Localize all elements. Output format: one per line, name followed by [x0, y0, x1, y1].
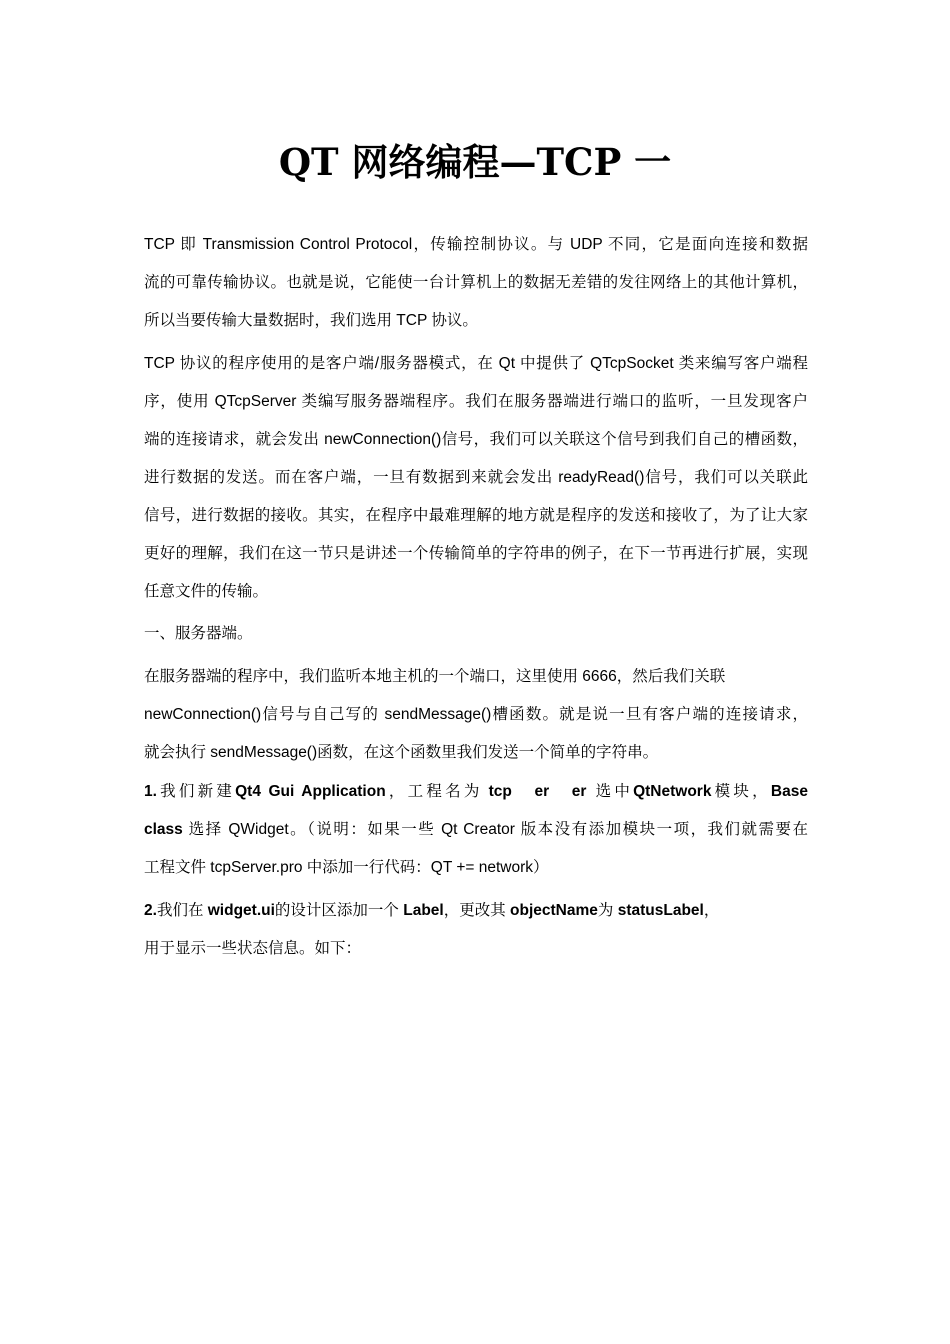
text-run: 模块，: [711, 783, 771, 800]
text-line: 就会执行 sendMessage()函数，在这个函数里我们发送一个简单的字符串。: [144, 744, 659, 761]
bold-run: class: [144, 821, 183, 838]
bold-run: objectName: [510, 902, 598, 919]
text-run: ，工程名为: [385, 783, 483, 800]
text-run: 选择 QWidget。（说明：如果一些 Qt Creator 版本没有添加模块一项，我们就需要在: [182, 821, 808, 838]
text-line: 用于显示一些状态信息。如下：: [144, 940, 362, 957]
text-line: newConnection()信号与自己写的 sendMessage()槽函数。就是说一旦有客户端的连接请求，: [144, 706, 808, 723]
step-2: [144, 892, 808, 968]
bold-run: Base: [770, 783, 808, 800]
text-line: 工程文件 tcpServer.pro 中添加一行代码：QT += network）: [144, 859, 549, 876]
text-run: ，更改其: [443, 902, 511, 919]
text-line: 进行数据的发送。而在客户端，一旦有数据到来就会发出 readyRead()信号，我们可以关联此: [144, 469, 808, 486]
text-line: 更好的理解，我们在这一节只是讲述一个传输简单的字符串的例子，在下一节再进行扩展，实现: [144, 545, 808, 562]
text-line: TCP 即 Transmission Control Protocol，传输控制协议。与 UDP 不同，它是面向连接和数据: [144, 236, 808, 253]
text-line: [144, 773, 808, 811]
text-line: 信号，进行数据的接收。其实，在程序中最难理解的地方就是程序的发送和接收了，为了让大家: [144, 507, 808, 524]
bold-run: Label: [403, 902, 444, 919]
text-run: 我们在: [156, 902, 208, 919]
bold-run: Qt4 Gui Application: [235, 783, 386, 800]
step-number: 1.: [144, 783, 157, 800]
paragraph-intro: [144, 226, 808, 340]
bold-run: QtNetwork: [633, 783, 712, 800]
text-line: 端的连接请求，就会发出 newConnection()信号，我们可以关联这个信号到我们自己的槽函数，: [144, 431, 808, 448]
text-line: TCP 协议的程序使用的是客户端/服务器模式，在 Qt 中提供了 QTcpSocket 类来编写客户端程: [144, 355, 808, 372]
step-number: 2.: [144, 902, 157, 919]
text-line: 序，使用 QTcpServer 类编写服务器端程序。我们在服务器端进行端口的监听，一旦发现客户: [144, 393, 808, 410]
paragraph-server: [144, 658, 808, 772]
bold-run: statusLabel: [617, 902, 704, 919]
text-line: [144, 811, 808, 849]
bold-run: tcp er er: [488, 783, 587, 800]
text-line: 任意文件的传输。: [144, 583, 269, 600]
text-line: 在服务器端的程序中，我们监听本地主机的一个端口，这里使用 6666，然后我们关联: [144, 668, 726, 685]
text-line: 所以当要传输大量数据时，我们选用 TCP 协议。: [144, 312, 478, 329]
bold-run: widget.ui: [207, 902, 275, 919]
paragraph-client-server: [144, 345, 808, 611]
text-run: 的设计区添加一个: [274, 902, 404, 919]
text-line: [144, 892, 808, 930]
text-run: 我们新建: [156, 783, 236, 800]
text-line: 一、服务器端。: [144, 625, 253, 642]
text-run: 为: [597, 902, 618, 919]
text-line: 流的可靠传输协议。也就是说，它能使一台计算机上的数据无差错的发往网络上的其他计算机，: [144, 274, 808, 291]
page-title: QT 网络编程—TCP 一: [278, 140, 672, 184]
step-1: [144, 773, 808, 887]
text-run: ，: [703, 902, 720, 919]
text-run: 选中: [592, 783, 634, 800]
section-heading-server: [144, 615, 808, 653]
